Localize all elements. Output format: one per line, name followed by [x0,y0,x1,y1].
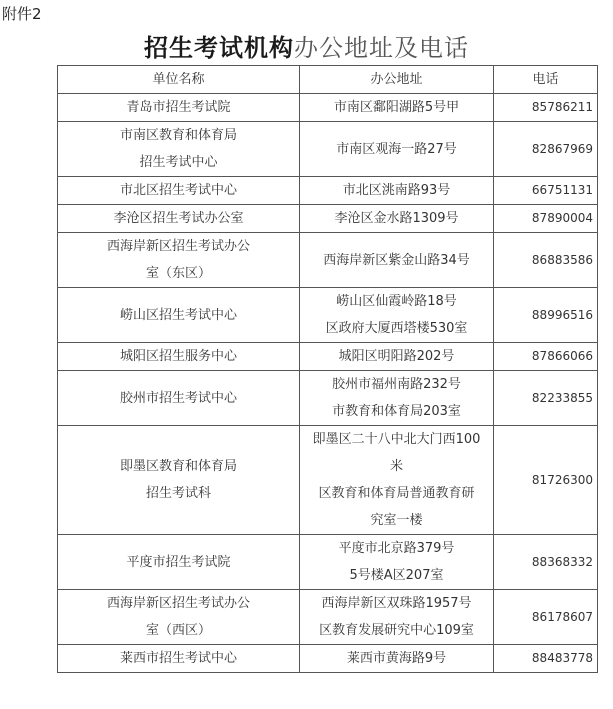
office-address-cell-line: 即墨区二十八中北大门西100 [312,432,481,447]
unit-name-cell-line: 崂山区招生考试中心 [119,307,237,323]
unit-name-cell [58,288,300,343]
office-address-cell [300,233,494,288]
office-address-cell [300,343,494,371]
table-body [58,94,598,673]
unit-name-cell [58,343,300,371]
phone-cell: 88368332 [494,535,598,590]
office-address-cell-line: 李沧区金水路1309号 [334,211,459,226]
table-row [58,288,598,343]
table-row [58,590,598,645]
office-address-cell [300,122,494,177]
unit-name-cell [58,590,300,645]
office-address-cell [300,94,494,122]
office-address-cell [300,590,494,645]
unit-name-cell [58,371,300,426]
table-row [58,535,598,590]
unit-name-cell-line: 李沧区招生考试办公室 [113,211,244,226]
office-address-cell [300,645,494,673]
office-address-cell-line: 市南区鄱阳湖路5号甲 [333,100,460,115]
unit-name-cell-line: 西海岸新区招生考试办公 [106,596,250,611]
office-address-cell [300,426,494,535]
table-row [58,122,598,177]
unit-name-cell [58,122,300,177]
office-address-cell [300,205,494,233]
unit-name-cell-line: 招生考试科 [145,486,211,501]
office-address-cell-line: 崂山区仙霞岭路18号 [336,294,457,309]
office-address-cell-line: 区教育发展研究中心109室 [319,623,474,638]
office-address-cell-line: 市南区观海一路27号 [336,141,457,157]
phone-cell: 88996516 [494,288,598,343]
phone-cell: 87866066 [494,343,598,371]
office-address-cell-line: 胶州市福州南路232号 [332,377,461,392]
table-row [58,426,598,535]
phone-cell: 82233855 [494,371,598,426]
unit-name-cell [58,426,300,535]
office-address-cell [300,371,494,426]
phone-cell: 66751131 [494,177,598,205]
unit-name-cell [58,645,300,673]
office-address-cell-line: 西海岸新区双珠路1957号 [321,596,472,611]
attachment-label: 附件2 [2,5,42,23]
phone-cell: 87890004 [494,205,598,233]
unit-name-cell-line: 胶州市招生考试中心 [119,390,237,406]
unit-name-cell-line: 市南区教育和体育局 [119,128,237,143]
unit-name-cell [58,535,300,590]
table-row [58,205,598,233]
office-address-cell [300,535,494,590]
phone-cell: 86883586 [494,233,598,288]
table-header-row [58,66,598,94]
office-address-cell-line: 5号楼A区207室 [349,568,444,583]
phone-cell: 82867969 [494,122,598,177]
office-address-cell-line: 米 [389,459,403,474]
phone-cell: 85786211 [494,94,598,122]
table-row [58,645,598,673]
phone-cell: 81726300 [494,426,598,535]
title-light-part: 办公地址及电话 [294,34,469,62]
title-strong-part: 招生考试机构 [144,34,294,62]
header-unit-name: 单位名称 [58,66,300,94]
unit-name-cell-line: 青岛市招生考试院 [126,100,231,115]
unit-name-cell-line: 市北区招生考试中心 [119,183,237,198]
office-address-cell-line: 西海岸新区紫金山路34号 [323,252,470,268]
office-address-cell-line: 市教育和体育局203室 [332,404,461,419]
office-address-cell-line: 究室一楼 [370,513,423,528]
office-address-cell [300,288,494,343]
unit-name-cell-line: 西海岸新区招生考试办公 [106,239,250,254]
header-phone: 电话 [494,66,598,94]
office-address-cell [300,177,494,205]
header-office-address: 办公地址 [300,66,494,94]
table-row [58,94,598,122]
unit-name-cell-line: 招生考试中心 [139,155,218,170]
unit-name-cell-line: 室（西区） [145,623,211,638]
table-row [58,233,598,288]
unit-name-cell [58,205,300,233]
unit-name-cell [58,233,300,288]
exam-office-table [57,65,598,673]
unit-name-cell-line: 城阳区招生服务中心 [119,349,237,364]
unit-name-cell [58,177,300,205]
office-address-cell-line: 市北区洮南路93号 [342,183,451,198]
table-row [58,371,598,426]
office-address-cell-line: 城阳区明阳路202号 [338,349,455,364]
office-address-cell-line: 平度市北京路379号 [338,541,455,556]
page-title [0,28,613,63]
phone-cell: 88483778 [494,645,598,673]
unit-name-cell-line: 即墨区教育和体育局 [119,459,237,474]
table-row [58,343,598,371]
unit-name-cell-line: 莱西市招生考试中心 [119,651,237,666]
unit-name-cell [58,94,300,122]
table-row [58,177,598,205]
unit-name-cell-line: 室（东区） [145,266,211,281]
office-address-cell-line: 莱西市黄海路9号 [346,651,447,666]
phone-cell: 86178607 [494,590,598,645]
unit-name-cell-line: 平度市招生考试院 [126,554,231,570]
office-address-cell-line: 区政府大厦西塔楼530室 [325,321,468,336]
office-address-cell-line: 区教育和体育局普通教育研 [318,486,475,501]
